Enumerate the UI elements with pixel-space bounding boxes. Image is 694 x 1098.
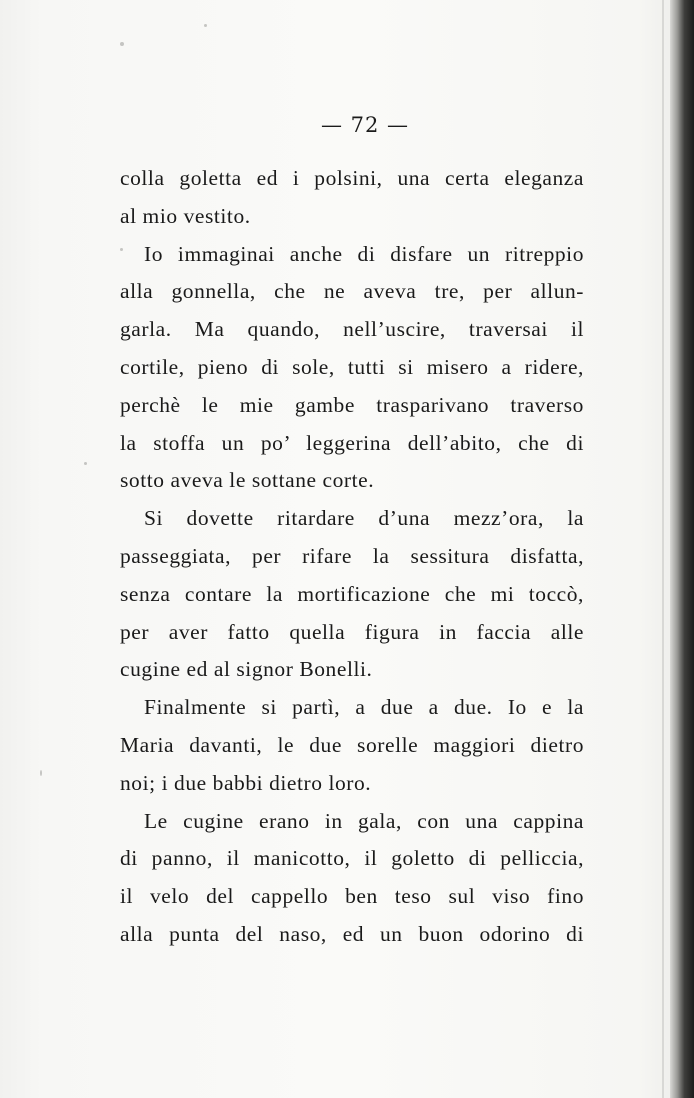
page-number: — 72 —: [320, 113, 410, 137]
text-line: al mio vestito.: [120, 203, 251, 228]
text-line: garla. Ma quando, nell’uscire, traversai il: [120, 317, 584, 342]
text-line: perchè le mie gambe trasparivano traverso: [120, 392, 584, 417]
scan-speck: [204, 24, 207, 27]
text-line: Maria davanti, le due sorelle maggiori dietro: [120, 732, 584, 757]
text-line: il velo del cappello ben teso sul viso fino: [120, 884, 584, 909]
text-line: Le cugine erano in gala, con una cappina: [144, 808, 584, 833]
text-line: di panno, il manicotto, il goletto di pelliccia,: [120, 846, 584, 871]
text-line: Io immaginai anche di disfare un ritreppio: [144, 241, 584, 266]
binding-edge: [670, 0, 694, 1098]
text-line: noi; i due babbi dietro loro.: [120, 770, 372, 795]
text-line: per aver fatto quella figura in faccia alle: [120, 619, 584, 644]
scan-speck: [120, 42, 124, 46]
text-line: senza contare la mortificazione che mi toccò,: [120, 581, 584, 606]
text-line: sotto aveva le sottane corte.: [120, 468, 375, 493]
text-line: passeggiata, per rifare la sessitura disfatta,: [120, 543, 584, 568]
text-line: colla goletta ed i polsini, una certa eleganza: [120, 166, 584, 190]
text-line: Si dovette ritardare d’una mezz’ora, la: [144, 506, 584, 531]
text-line: alla gonnella, che ne aveva tre, per allun-: [120, 279, 584, 304]
scan-speck: [40, 770, 42, 776]
scan-speck: [84, 462, 87, 465]
text-line: Finalmente si partì, a due a due. Io e la: [144, 695, 584, 720]
page-fold-line: [662, 0, 664, 1098]
text-line: cortile, pieno di sole, tutti si misero a ridere,: [120, 354, 584, 379]
body-text: [120, 160, 584, 954]
text-line: la stoffa un po’ leggerina dell’abito, che di: [120, 430, 584, 455]
text-line: cugine ed al signor Bonelli.: [120, 657, 373, 682]
text-line: alla punta del naso, ed un buon odorino di: [120, 921, 584, 946]
